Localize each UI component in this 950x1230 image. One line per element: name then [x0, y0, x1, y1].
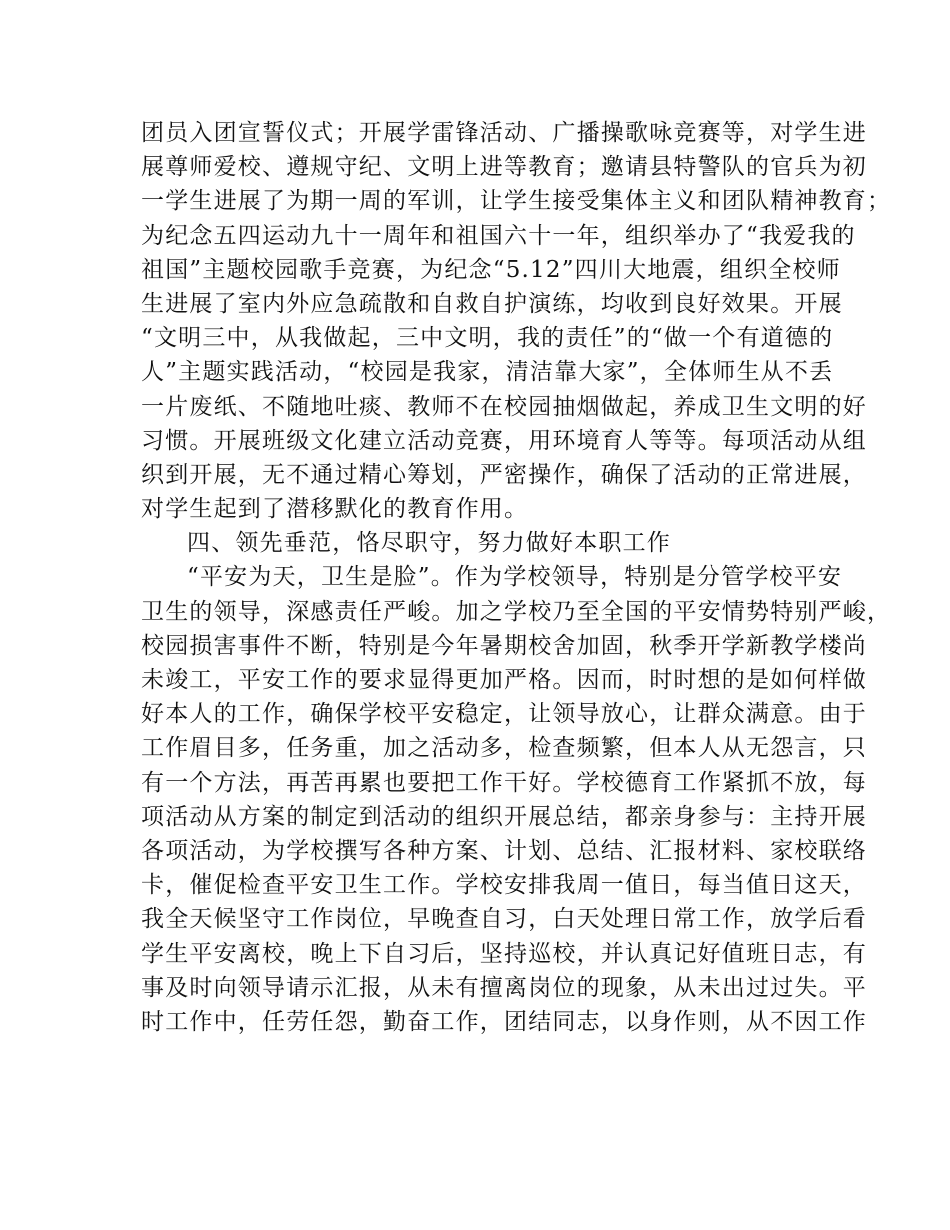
body-line: 我全天候坚守工作岗位，早晚查自习，白天处理日常工作，放学后看 — [141, 906, 867, 933]
body-line: 一学生进展了为期一周的军训，让学生接受集体主义和团队精神教育； — [141, 188, 892, 215]
body-line: 人”主题实践活动，“校园是我家，清洁靠大家”，全体师生从不丢 — [141, 359, 834, 386]
body-line: 学生平安离校，晚上下自习后，坚持巡校，并认真记好值班日志，有 — [141, 940, 867, 967]
section-heading: 四、领先垂范，恪尽职守，努力做好本职工作 — [187, 530, 671, 557]
body-line: 各项活动，为学校撰写各种方案、计划、总结、汇报材料、家校联络 — [141, 837, 867, 864]
body-line: 习惯。开展班级文化建立活动竞赛，用环境育人等等。每项活动从组 — [141, 427, 867, 454]
body-line: 时工作中，任劳任怨，勤奋工作，团结同志，以身作则，从不因工作 — [141, 1008, 867, 1035]
body-line: 生进展了室内外应急疏散和自救自护演练，均收到良好效果。开展 — [141, 290, 843, 317]
body-line: “文明三中，从我做起，三中文明，我的责任”的“做一个有道德的 — [141, 325, 834, 352]
document-body — [141, 116, 892, 1039]
body-line: 展尊师爱校、遵规守纪、文明上进等教育；邀请县特警队的官兵为初 — [141, 154, 867, 181]
body-line: 卡，催促检查平安卫生工作。学校安排我周一值日，每当值日这天， — [141, 872, 867, 899]
body-line: 织到开展，无不通过精心筹划，严密操作，确保了活动的正常进展， — [141, 461, 867, 488]
body-line: 有一个方法，再苦再累也要把工作干好。学校德育工作紧抓不放，每 — [141, 769, 867, 796]
body-line: 工作眉目多，任务重，加之活动多，检查频繁，但本人从无怨言，只 — [141, 735, 867, 762]
body-line: 未竣工，平安工作的要求显得更加严格。因而，时时想的是如何样做 — [141, 667, 867, 693]
body-line: 祖国”主题校园歌手竞赛，为纪念“5.12”四川大地震，组织全校师 — [141, 256, 841, 283]
body-line: 事及时向领导请示汇报，从未有擅离岗位的现象，从未出过过失。平 — [141, 974, 867, 1001]
body-line: 为纪念五四运动九十一周年和祖国六十一年，组织举办了“我爱我的 — [141, 222, 856, 249]
body-line: 校园损害事件不断，特别是今年暑期校舍加固，秋季开学新教学楼尚 — [141, 632, 867, 659]
body-line: 团员入团宣誓仪式；开展学雷锋活动、广播操歌咏竞赛等，对学生进 — [141, 120, 867, 146]
body-line: 一片废纸、不随地吐痰、教师不在校园抽烟做起，养成卫生文明的好 — [141, 393, 867, 420]
body-line: 对学生起到了潜移默化的教育作用。 — [141, 496, 529, 523]
paragraph-first-line: “平安为天，卫生是脸”。作为学校领导，特别是分管学校平安 — [187, 564, 843, 591]
body-line: 卫生的领导，深感责任严峻。加之学校乃至全国的平安情势特别严峻， — [141, 598, 892, 625]
body-line: 好本人的工作，确保学校平安稳定，让领导放心，让群众满意。由于 — [141, 701, 867, 728]
body-line: 项活动从方案的制定到活动的组织开展总结，都亲身参与：主持开展 — [141, 803, 867, 830]
